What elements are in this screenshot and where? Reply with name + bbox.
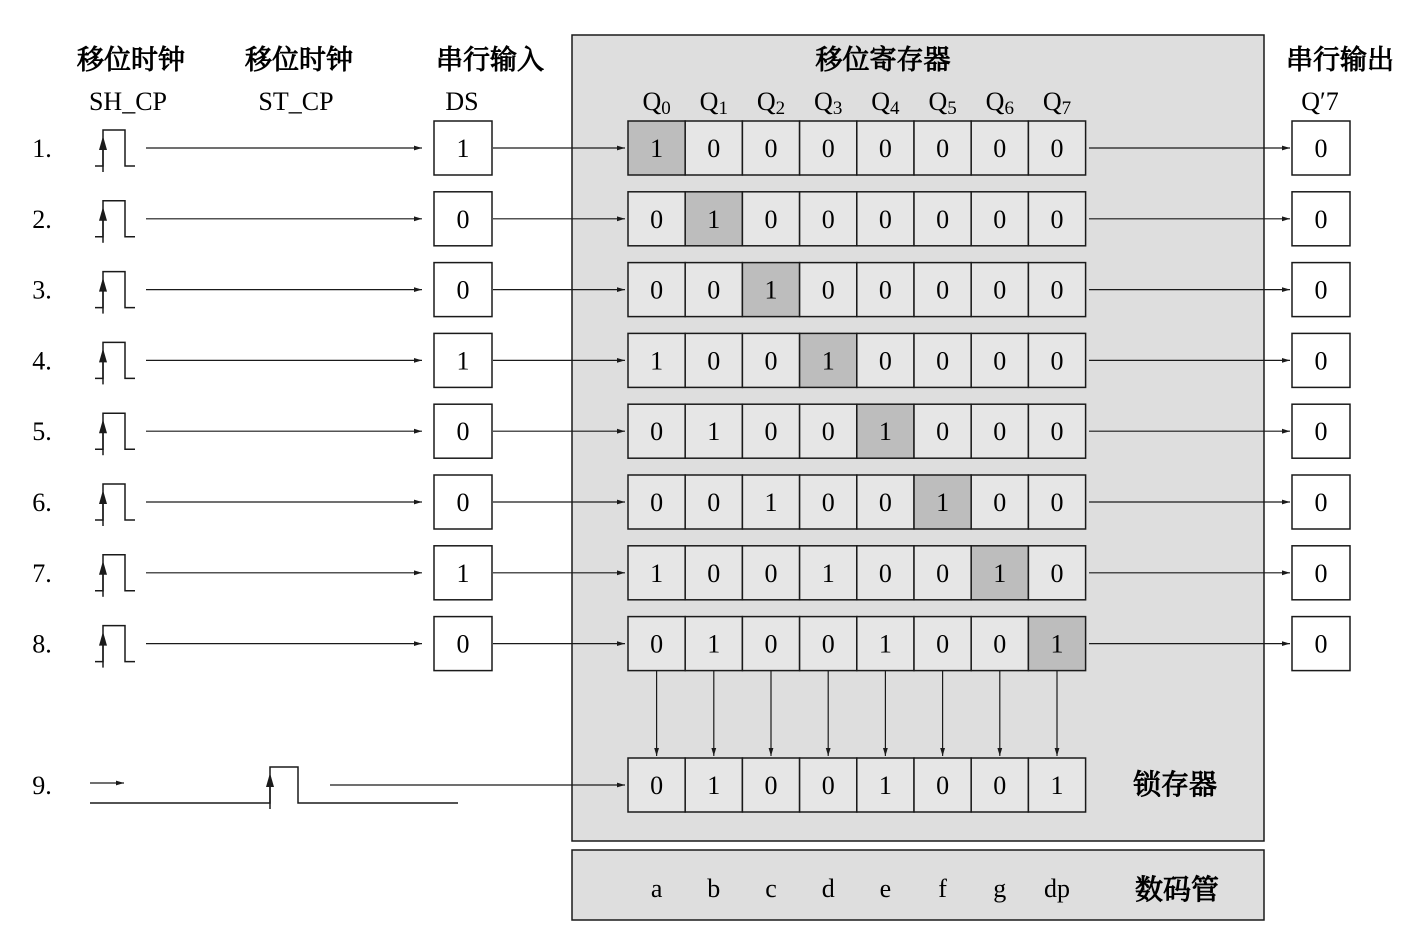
register-bit: 0 [821,629,835,659]
segment-label-c: c [765,874,777,903]
register-bit: 1 [821,558,835,588]
register-bit: 0 [878,488,892,517]
register-bit: 0 [707,275,721,305]
register-bit: 0 [1050,417,1064,447]
register-bit: 0 [993,417,1007,447]
register-bit: 1 [764,488,778,517]
serial-output-value: 0 [1314,558,1328,588]
segment-label-b: b [707,874,721,903]
register-bit: 1 [878,417,892,447]
register-bit: 0 [993,134,1007,163]
register-bit: 0 [650,417,664,447]
clock-pulse [95,626,135,668]
register-bit: 1 [764,275,778,305]
latch-bit: 1 [878,771,892,800]
register-bit: 0 [707,134,721,163]
serial-input-value: 1 [456,558,470,588]
latch-step-label: 9. [32,771,52,800]
serial-input-value: 0 [456,488,470,517]
register-bit: 0 [821,204,835,234]
register-bit: 0 [993,629,1007,659]
register-bit: 0 [821,275,835,305]
serial-output-value: 0 [1314,346,1328,376]
register-bit: 0 [936,275,950,305]
step-label: 3. [32,275,52,305]
clock-pulse [95,342,135,384]
serial-input-value: 0 [456,275,470,305]
serial-input-value: 1 [456,346,470,376]
register-bit: 0 [936,417,950,447]
register-bit: 1 [993,558,1007,588]
register-bit: 0 [936,346,950,376]
register-bit: 0 [764,204,778,234]
step-label: 4. [32,346,52,376]
latch-label: 锁存器 [1132,768,1218,801]
segment-label-d: d [821,874,835,903]
register-bit: 0 [1050,558,1064,588]
segment-label-dp: dp [1044,874,1070,903]
clock-pulse [95,484,135,526]
register-bit: 0 [707,488,721,517]
register-bit: 0 [707,346,721,376]
register-bit: 0 [993,346,1007,376]
serial-output-value: 0 [1314,488,1328,517]
register-bit: 1 [1050,629,1064,659]
latch-bit: 1 [1050,771,1064,800]
register-bit: 0 [821,134,835,163]
latch-bit: 0 [764,771,778,800]
bit-label-2: Q2 [756,87,786,119]
store-clock-signal: ST_CP [258,87,334,116]
register-bit: 0 [764,629,778,659]
latch-bit: 0 [821,771,835,800]
segment-label-f: f [938,874,947,903]
register-bit: 0 [764,346,778,376]
step-label: 2. [32,204,52,234]
serial-input-signal: DS [445,87,479,116]
serial-output-value: 0 [1314,204,1328,234]
serial-input-value: 1 [456,134,470,163]
register-bit: 1 [707,417,721,447]
register-bit: 0 [993,204,1007,234]
segment-label-a: a [650,874,663,903]
bit-label-4: Q4 [871,87,900,119]
register-bit: 1 [936,488,950,517]
bit-label-0: Q0 [642,87,671,119]
register-bit: 0 [764,558,778,588]
register-bit: 0 [936,134,950,163]
step-label: 7. [32,558,52,588]
register-bit: 1 [707,204,721,234]
register-bit: 0 [878,275,892,305]
serial-output-value: 0 [1314,134,1328,163]
segment-label-g: g [993,874,1007,903]
register-bit: 0 [1050,204,1064,234]
serial-input-value: 0 [456,629,470,659]
bit-label-1: Q1 [699,87,728,119]
register-bit: 0 [707,558,721,588]
clock-pulse [95,272,135,314]
register-bit: 0 [1050,488,1064,517]
register-bit: 1 [707,629,721,659]
step-label: 6. [32,488,52,517]
register-bit: 0 [650,275,664,305]
bit-label-3: Q3 [814,87,843,119]
register-bit: 1 [821,346,835,376]
register-bit: 0 [936,629,950,659]
clock-pulse [95,413,135,455]
register-bit: 0 [993,275,1007,305]
serial-input-value: 0 [456,417,470,447]
store-clock-title: 移位时钟 [245,45,353,76]
register-bit: 0 [1050,275,1064,305]
step-label: 1. [32,134,52,163]
register-bit: 0 [650,629,664,659]
clock-pulse [95,201,135,243]
latch-bit: 0 [936,771,950,800]
serial-output-value: 0 [1314,417,1328,447]
register-bit: 0 [821,417,835,447]
register-bit: 0 [1050,346,1064,376]
serial-output-value: 0 [1314,629,1328,659]
serial-output-value: 0 [1314,275,1328,305]
register-bit: 0 [878,204,892,234]
bit-label-6: Q6 [985,87,1014,119]
step-label: 5. [32,417,52,447]
latch-bit: 0 [993,771,1007,800]
store-clock-pulse [90,767,458,809]
shift-register-title: 移位寄存器 [815,45,951,76]
serial-input-title: 串行输入 [436,45,544,76]
segment-label-e: e [879,874,892,903]
register-bit: 0 [878,346,892,376]
register-bit: 1 [650,346,664,376]
register-bit: 0 [936,204,950,234]
clock-pulse [95,555,135,597]
register-bit: 1 [650,134,664,163]
serial-input-value: 0 [456,204,470,234]
register-bit: 1 [650,558,664,588]
display-label: 数码管 [1134,873,1220,906]
bit-label-5: Q5 [928,87,957,119]
register-bit: 1 [878,629,892,659]
register-bit: 0 [878,134,892,163]
serial-output-title: 串行输出 [1286,45,1394,76]
shift-clock-signal: SH_CP [88,87,168,116]
register-bit: 0 [764,417,778,447]
register-bit: 0 [650,488,664,517]
latch-bit: 0 [650,771,664,800]
register-bit: 0 [878,558,892,588]
register-bit: 0 [650,204,664,234]
register-bit: 0 [821,488,835,517]
serial-output-signal: Q′7 [1301,87,1339,116]
latch-bit: 1 [707,771,721,800]
register-bit: 0 [764,134,778,163]
register-bit: 0 [993,488,1007,517]
clock-pulse [95,130,135,172]
register-bit: 0 [936,558,950,588]
register-bit: 0 [1050,134,1064,163]
bit-label-7: Q7 [1042,87,1072,119]
shift-clock-title: 移位时钟 [77,45,185,76]
step-label: 8. [32,629,52,659]
